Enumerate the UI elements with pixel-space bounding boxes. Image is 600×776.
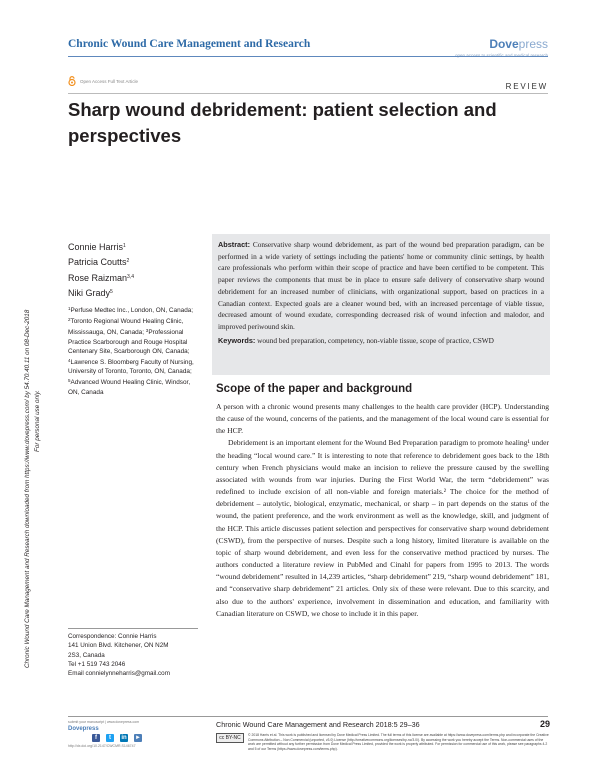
article-title: Sharp wound debridement: patient selection and perspectives bbox=[68, 99, 497, 146]
article-type: REVIEW bbox=[505, 82, 548, 91]
paragraph: Debridement is an important element for the Wound Bed Preparation paradigm to promote healing¹ under the heading “local wound care.” It is interesting to note that reference to debridement goes back to the 18th century when French physicians would make an incision to relieve the pressure caused by the swelling associated with wounds from war injuries. During the First World War, the term “debridement” was redefined to include excision of all non-viable and foreign materials.² The choice for the method of debridement – autolytic, biological, enzymatic, mechanical, or sharp – in part depends on the status of the wound, the patient preference, and the work environment as well as the knowledge, skill, and judgment of the HCP. This article discusses patient selection and perspectives for conservative sharp wound debridement (CSWD), from the perspective of nurses. Despite such a long history, limited literature is available on the topic of sharp wound debridement, and even less for the conservative method practiced by nurses. The authors conducted a literature review in PubMed and Cinahl for papers from 1995 to 2013. The words “wound debridement” resulted in 14,239 articles, “sharp debridement” 219, “sharp wound debridement” 181, and “conservative sharp debridement” 21 articles. Only six of these were relevant. Due to this scarcity, and also due to the authors' experience, involvement in dissemination and education, and familiarity with Canadian literature on CSWD, we chose to include it in this paper. bbox=[216, 438, 549, 618]
license-text: © 2018 Harris et al. This work is published and licensed by Dove Medical Press Limited. The full terms of this license are available at https://www.dovepress.com/terms.php and incorporate the Creative Commons Attribution – Non Commercial (unported, v3.0) License (http://creativecommons.org/licenses/by-nc/3.0/). By accessing the work you hereby accept the Terms. Non-commercial uses of the work are permitted without any further permission from Dove Medical Press Limited, provided the work is properly attributed. For permission for commercial use of this work, please see paragraphs 4.2 and 5 of our Terms (https://www.dovepress.com/terms.php). bbox=[248, 733, 549, 751]
side-note-line-2: For personal use only. bbox=[34, 390, 41, 452]
open-access-icon bbox=[68, 76, 76, 86]
license-block bbox=[216, 733, 550, 751]
social-links bbox=[92, 734, 210, 742]
side-note-line-1: Chronic Wound Care Management and Research downloaded from https://www.dovepress.com/ by 54.70.40.11 on 08-Dec-2018 bbox=[24, 309, 31, 668]
facebook-icon[interactable]: f bbox=[92, 734, 100, 742]
journal-title: Chronic Wound Care Management and Research bbox=[68, 38, 311, 50]
correspondence-address-2: 2S3, Canada bbox=[68, 651, 105, 659]
keywords-label: Keywords: bbox=[218, 335, 256, 345]
publisher-logo[interactable] bbox=[455, 37, 548, 58]
abstract-label: Abstract: bbox=[218, 240, 251, 249]
footer-brand[interactable]: Dovepress bbox=[68, 726, 99, 732]
keywords bbox=[218, 335, 544, 347]
publisher-tagline: open access to scientific and medical research bbox=[454, 53, 548, 58]
correspondence bbox=[68, 628, 198, 678]
share-icon[interactable]: ► bbox=[135, 735, 141, 741]
abstract-text: Conservative sharp wound debridement, as part of the wound bed preparation paradigm, can be performed in a wide variety of settings including the patients' home or community clinic settings, by health care professionals who perform within their scope of practice and have been certified to be competent. This paper reviews the components that must be in place to ensure safe delivery of conservative sharp wound debridement for an increased number of clinicians, with organizational support, based on practices in a Canadian context. Expected goals are a cleaner wound bed, with an increased percentage of viable tissue, decreased amount of wound exudate, corresponding decreased risk of wound infection and malodor, and improved periwound skin. bbox=[218, 240, 544, 331]
paragraph: A person with a chronic wound presents many challenges to the health care provider (HCP). Understanding the cause of the wound, concerns of the patients, and the management of the local wound care is essential for the HCP. bbox=[216, 402, 549, 436]
body-text bbox=[216, 401, 549, 620]
brand-sub: press bbox=[518, 37, 548, 51]
open-access-badge bbox=[68, 76, 138, 86]
author-list bbox=[68, 239, 208, 301]
footer-citation: Chronic Wound Care Management and Research 2018:5 29–36 bbox=[216, 720, 420, 729]
title-divider bbox=[68, 93, 548, 94]
submit-link[interactable]: submit your manuscript | www.dovepress.com bbox=[68, 720, 140, 724]
twitter-icon[interactable]: t bbox=[106, 734, 114, 742]
correspondence-email[interactable]: Email connielynneharris@gmail.com bbox=[68, 670, 170, 678]
author[interactable]: Connie Harris$^1$ bbox=[68, 242, 126, 252]
open-access-text: Open Access Full Text Article bbox=[80, 78, 138, 84]
affiliation: $^1$Perfuse Medtec Inc., London, ON, Canada; $^2$Toronto Regional Wound Healing Clinic, Mississauga, ON, Canada; $^3$Professional Practice Scarborough and Rouge Hospital Centenary Site, Scarborough ON, Canada; $^4$Lawrence S. Bloomberg Faculty of Nursing, University of Toronto, Toronto, ON, Canada; $^5$Advanced Wound Healing Clinic, Windsor, ON, Canada bbox=[68, 306, 194, 396]
cc-license-badge[interactable]: cc BY-NC bbox=[216, 733, 244, 743]
brand-main: Dove bbox=[489, 37, 519, 51]
abstract-box bbox=[212, 234, 550, 375]
correspondence-phone: Tel +1 519 743 2046 bbox=[68, 660, 126, 668]
page-number: 29 bbox=[539, 719, 550, 729]
footer-right bbox=[216, 720, 550, 751]
author[interactable]: Rose Raizman$^{3,4}$ bbox=[68, 272, 134, 283]
linkedin-icon[interactable]: in bbox=[121, 735, 127, 741]
footer-divider bbox=[68, 716, 548, 717]
doi-link[interactable]: http://dx.doi.org/10.2147/CWCMR.S146747 bbox=[68, 744, 136, 748]
header-divider bbox=[68, 56, 548, 57]
correspondence-address-1: 141 Union Blvd. Kitchener, ON N2M bbox=[68, 642, 169, 650]
side-download-note bbox=[7, 110, 57, 670]
author[interactable]: Patricia Coutts$^2$ bbox=[68, 257, 130, 268]
footer-left bbox=[68, 720, 210, 748]
author[interactable]: Niki Grady$^5$ bbox=[68, 288, 113, 299]
keywords-text: wound bed preparation, competency, non-viable tissue, scope of practice, CSWD bbox=[255, 335, 494, 345]
affiliations bbox=[68, 304, 200, 397]
section-heading: Scope of the paper and background bbox=[216, 383, 413, 395]
correspondence-label: Correspondence: Connie Harris bbox=[68, 633, 157, 640]
